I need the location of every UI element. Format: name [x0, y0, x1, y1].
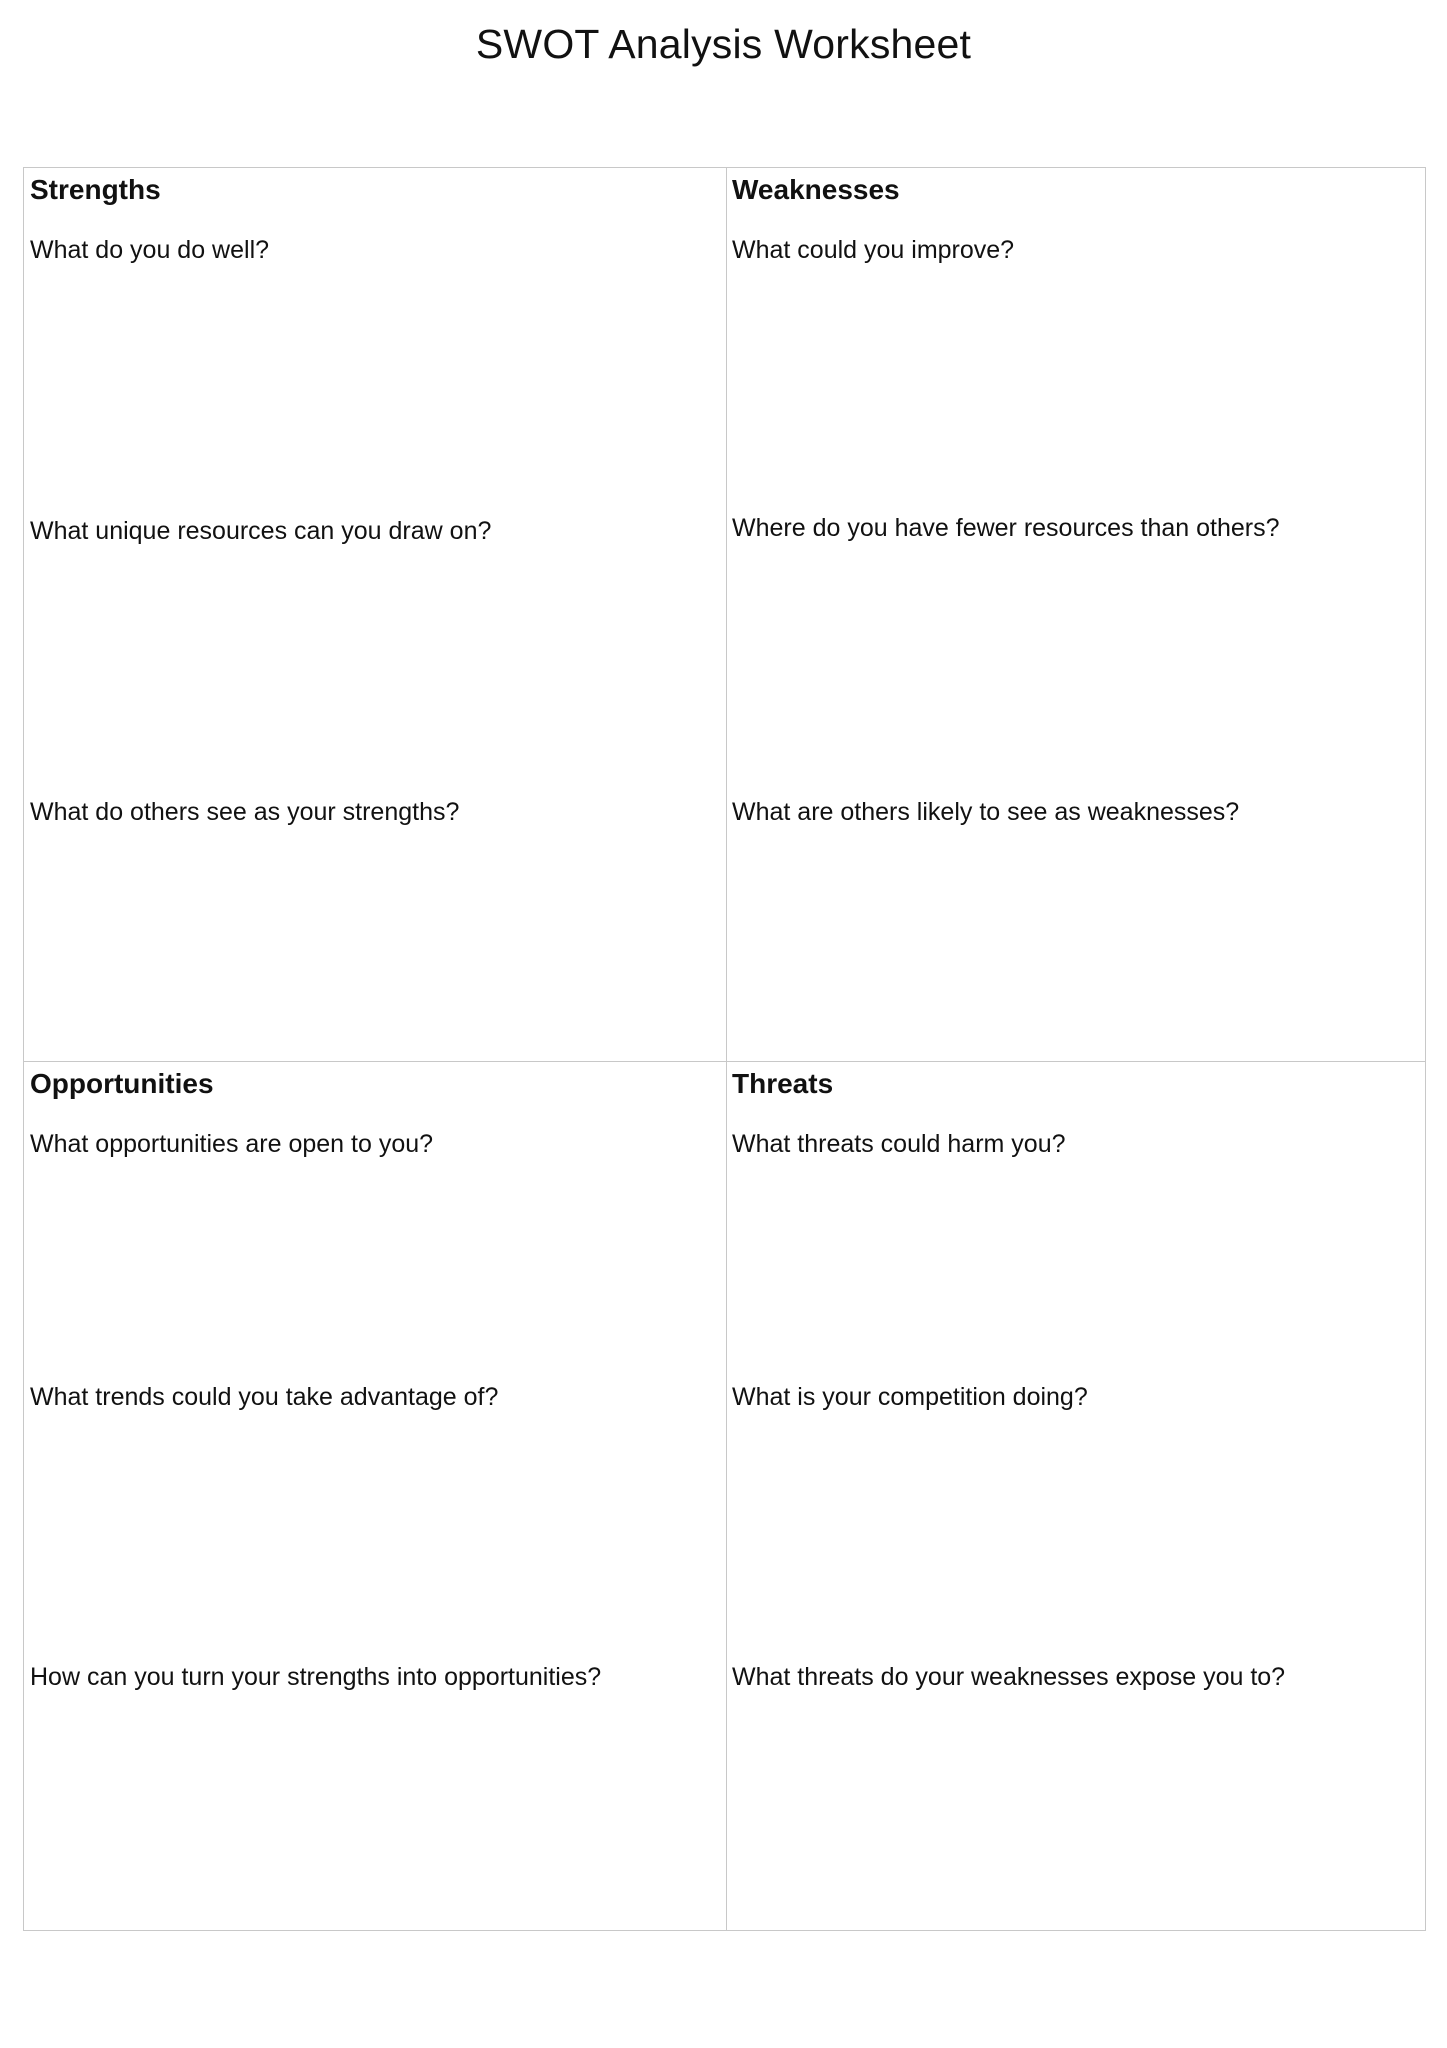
threats-question-3: What threats do your weaknesses expose you to?	[732, 1663, 1286, 1691]
strengths-question-1: What do you do well?	[30, 236, 270, 264]
weaknesses-question-3: What are others likely to see as weaknesses?	[732, 798, 1240, 826]
horizontal-divider	[24, 1061, 1425, 1062]
page-title: SWOT Analysis Worksheet	[475, 21, 972, 67]
strengths-heading: Strengths	[30, 174, 161, 205]
opportunities-question-2: What trends could you take advantage of?	[30, 1383, 499, 1411]
threats-question-1: What threats could harm you?	[732, 1130, 1066, 1158]
weaknesses-question-1: What could you improve?	[732, 236, 1015, 264]
opportunities-question-3: How can you turn your strengths into opportunities?	[30, 1663, 602, 1691]
strengths-question-3: What do others see as your strengths?	[30, 798, 460, 826]
vertical-divider	[726, 168, 727, 1930]
weaknesses-question-2: Where do you have fewer resources than others?	[732, 514, 1280, 542]
threats-heading: Threats	[732, 1068, 834, 1099]
opportunities-question-1: What opportunities are open to you?	[30, 1130, 434, 1158]
threats-question-2: What is your competition doing?	[732, 1383, 1088, 1411]
strengths-question-2: What unique resources can you draw on?	[30, 517, 492, 545]
opportunities-heading: Opportunities	[30, 1068, 214, 1099]
weaknesses-heading: Weaknesses	[732, 174, 900, 205]
